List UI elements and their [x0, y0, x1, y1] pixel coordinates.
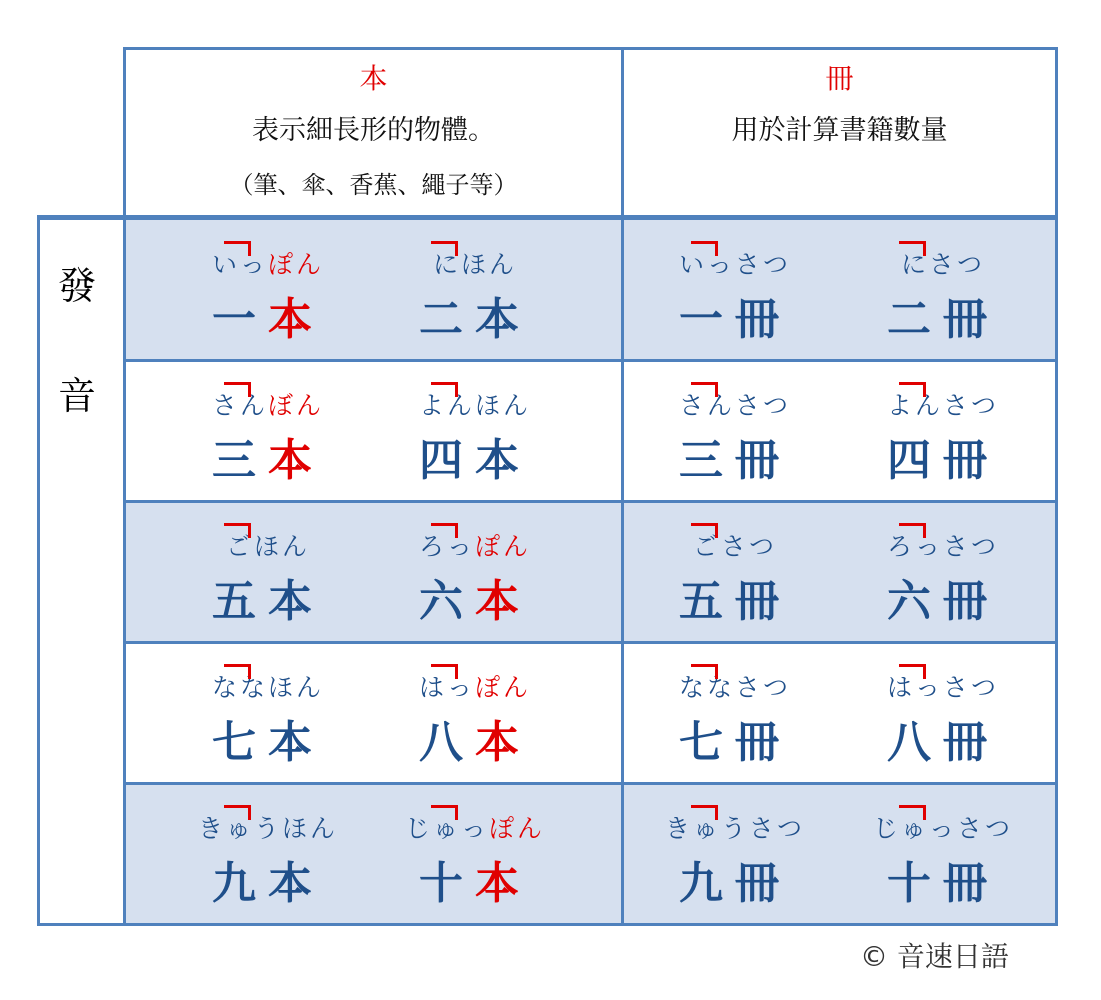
counter-item [168, 527, 368, 627]
kana-char: ゅ [225, 814, 254, 843]
reading-kana [635, 386, 835, 426]
kana-char: つ [971, 391, 1000, 420]
kana-char: は [418, 673, 447, 702]
kana-char: さ [735, 673, 764, 702]
kana-char: ん [296, 250, 325, 279]
pitch-accent-mark [431, 241, 458, 256]
kana-char: は [886, 673, 915, 702]
kanji-char: 八 [887, 717, 943, 768]
kanji-char: 一 [212, 294, 268, 345]
kanji-char: 三 [212, 435, 268, 486]
counter-item [843, 245, 1043, 345]
kanji-char: 四 [887, 435, 943, 486]
kana-char: っ [914, 673, 943, 702]
pitch-accent-mark [224, 805, 251, 820]
kana-char: き [197, 814, 226, 843]
grid-line [123, 641, 1058, 644]
kana-char: さ [943, 391, 972, 420]
pitch-accent-mark [899, 664, 926, 679]
kana-char: な [706, 673, 735, 702]
pitch-accent-mark [691, 523, 718, 538]
pitch-accent-mark [691, 664, 718, 679]
kanji-char: 七 [679, 717, 735, 768]
kana-char: ろ [886, 532, 915, 561]
kanji-char: 本 [268, 717, 324, 768]
kanji-char: 七 [212, 717, 268, 768]
pitch-accent-mark [899, 382, 926, 397]
kana-char: っ [928, 814, 957, 843]
pitch-accent-mark [691, 241, 718, 256]
counter-item [375, 527, 575, 627]
reading-kana [635, 527, 835, 567]
kana-char: い [678, 250, 707, 279]
kana-char: よ [886, 391, 915, 420]
kanji-char: 八 [419, 717, 475, 768]
kana-char: ほ [460, 250, 489, 279]
pitch-accent-mark [691, 382, 718, 397]
kanji-char: 本 [475, 576, 531, 627]
kana-char: ん [296, 391, 325, 420]
kanji-char: 四 [419, 435, 475, 486]
kana-char: つ [971, 532, 1000, 561]
kana-char: ほ [253, 532, 282, 561]
kanji-char: 九 [212, 858, 268, 909]
kanji-char: 本 [475, 858, 531, 909]
kanji-char: 冊 [943, 576, 999, 627]
counter-kanji [168, 847, 368, 911]
kana-char: ご [225, 532, 254, 561]
reading-kana [168, 245, 368, 285]
kanji-char: 冊 [735, 858, 791, 909]
kana-char: さ [735, 391, 764, 420]
kanji-char: 二 [887, 294, 943, 345]
kanji-char: 二 [419, 294, 475, 345]
kana-char: さ [678, 391, 707, 420]
counter-kanji [843, 706, 1043, 770]
kana-char: ん [706, 391, 735, 420]
kana-char: さ [211, 391, 240, 420]
kanji-char: 冊 [735, 576, 791, 627]
kana-char: ん [446, 391, 475, 420]
counter-kanji [635, 706, 835, 770]
reading-kana [168, 386, 368, 426]
counter-kanji [375, 283, 575, 347]
kana-char: つ [777, 814, 806, 843]
reading-kana [375, 245, 575, 285]
kana-char: よ [418, 391, 447, 420]
kana-char: に [900, 250, 929, 279]
header-satsu-desc: 用於計算書籍數量 [731, 115, 948, 146]
kana-char: ほ [475, 391, 504, 420]
kana-char: ん [282, 532, 311, 561]
kana-char: つ [763, 391, 792, 420]
kana-char: な [678, 673, 707, 702]
header-hon-note: （筆、傘、香蕉、繩子等） [229, 171, 518, 199]
kana-char: つ [763, 250, 792, 279]
header-hon-kanji: 本 [359, 62, 388, 95]
grid-line [37, 215, 1058, 220]
kana-char: ん [517, 814, 546, 843]
grid-line [37, 923, 1058, 926]
kana-char: さ [943, 673, 972, 702]
kana-char: ん [503, 532, 532, 561]
grid-line [37, 216, 40, 926]
kanji-char: 冊 [943, 858, 999, 909]
pitch-accent-mark [224, 382, 251, 397]
reading-kana [843, 386, 1043, 426]
reading-kana [168, 668, 368, 708]
kana-char: に [432, 250, 461, 279]
kanji-char: 一 [679, 294, 735, 345]
counter-item [168, 809, 368, 909]
kanji-char: 冊 [735, 717, 791, 768]
counter-kanji [635, 847, 835, 911]
kanji-char: 三 [679, 435, 735, 486]
kanji-char: 冊 [943, 294, 999, 345]
counter-item [635, 386, 835, 486]
counter-kanji [375, 424, 575, 488]
pitch-accent-mark [431, 382, 458, 397]
kana-char: つ [957, 250, 986, 279]
reading-kana [168, 527, 368, 567]
side-label-2: 音 [57, 374, 96, 418]
kana-char: っ [706, 250, 735, 279]
kana-char: ぽ [489, 814, 518, 843]
counter-kanji [843, 424, 1043, 488]
kanji-char: 九 [679, 858, 735, 909]
kana-char: ぼ [268, 391, 297, 420]
kanji-char: 六 [419, 576, 475, 627]
kanji-char: 十 [887, 858, 943, 909]
kana-char: じ [404, 814, 433, 843]
grid-line [123, 359, 1058, 362]
counter-item [843, 527, 1043, 627]
reading-kana [635, 809, 835, 849]
counter-item [843, 386, 1043, 486]
kana-char: う [720, 814, 749, 843]
kana-char: な [211, 673, 240, 702]
kana-char: っ [446, 532, 475, 561]
header-hon [126, 62, 621, 200]
kana-char: ん [503, 673, 532, 702]
kana-char: ろ [418, 532, 447, 561]
pitch-accent-mark [899, 523, 926, 538]
header-satsu [624, 62, 1055, 148]
kana-char: ん [296, 673, 325, 702]
kana-char: ぽ [268, 250, 297, 279]
reading-kana [635, 245, 835, 285]
kanji-char: 本 [475, 435, 531, 486]
kanji-char: 本 [268, 576, 324, 627]
reading-kana [635, 668, 835, 708]
counter-item [168, 245, 368, 345]
kana-char: っ [460, 814, 489, 843]
kana-char: ゅ [432, 814, 461, 843]
pitch-accent-mark [431, 664, 458, 679]
counter-kanji [168, 424, 368, 488]
kana-char: ゅ [900, 814, 929, 843]
kana-char: つ [971, 673, 1000, 702]
counter-item [168, 668, 368, 768]
kanji-char: 五 [212, 576, 268, 627]
counter-kanji [843, 565, 1043, 629]
counter-kanji [375, 565, 575, 629]
counter-kanji [375, 847, 575, 911]
side-label-1: 發 [57, 264, 96, 308]
pitch-accent-mark [431, 805, 458, 820]
kana-char: い [211, 250, 240, 279]
kanji-char: 十 [419, 858, 475, 909]
kana-char: ゅ [692, 814, 721, 843]
kana-char: う [253, 814, 282, 843]
kana-char: ん [310, 814, 339, 843]
reading-kana [375, 809, 575, 849]
reading-kana [375, 668, 575, 708]
kana-char: さ [749, 814, 778, 843]
kanji-char: 本 [475, 294, 531, 345]
counter-kanji [168, 706, 368, 770]
pitch-accent-mark [431, 523, 458, 538]
kana-char: な [239, 673, 268, 702]
counter-kanji [843, 847, 1043, 911]
reading-kana [375, 527, 575, 567]
kana-char: さ [943, 532, 972, 561]
pitch-accent-mark [224, 523, 251, 538]
pitch-accent-mark [899, 805, 926, 820]
kana-char: っ [914, 532, 943, 561]
kanji-char: 本 [268, 858, 324, 909]
kanji-char: 五 [679, 576, 735, 627]
counter-item [375, 245, 575, 345]
pitch-accent-mark [691, 805, 718, 820]
reading-kana [843, 527, 1043, 567]
counter-kanji [635, 283, 835, 347]
pitch-accent-mark [224, 664, 251, 679]
kana-char: さ [720, 532, 749, 561]
grid-line [1055, 48, 1058, 926]
grid-line [123, 47, 1058, 50]
counter-kanji [635, 565, 835, 629]
kana-char: つ [763, 673, 792, 702]
counter-item [843, 809, 1043, 909]
counter-item [375, 386, 575, 486]
counter-item [843, 668, 1043, 768]
counter-item [168, 386, 368, 486]
kana-char: ほ [282, 814, 311, 843]
kana-char: さ [735, 250, 764, 279]
pitch-accent-mark [899, 241, 926, 256]
kana-char: っ [239, 250, 268, 279]
kanji-char: 六 [887, 576, 943, 627]
kana-char: ご [692, 532, 721, 561]
kana-char: っ [446, 673, 475, 702]
kana-char: さ [928, 250, 957, 279]
counter-item [635, 245, 835, 345]
reading-kana [843, 809, 1043, 849]
kana-char: つ [749, 532, 778, 561]
kana-char: ん [914, 391, 943, 420]
counter-kanji [843, 283, 1043, 347]
kana-char: き [664, 814, 693, 843]
kana-char: ん [503, 391, 532, 420]
counter-item [635, 668, 835, 768]
grid-line [123, 500, 1058, 503]
reading-kana [168, 809, 368, 849]
counter-item [635, 809, 835, 909]
header-satsu-kanji: 冊 [825, 62, 854, 95]
kanji-char: 本 [475, 717, 531, 768]
kana-char: ん [489, 250, 518, 279]
kana-char: じ [872, 814, 901, 843]
reading-kana [843, 668, 1043, 708]
grid-line [123, 782, 1058, 785]
counter-kanji [375, 706, 575, 770]
kanji-char: 冊 [735, 435, 791, 486]
counter-item [375, 809, 575, 909]
copyright: © 音速日語 [860, 940, 1009, 973]
counter-kanji [635, 424, 835, 488]
kana-char: ん [239, 391, 268, 420]
header-hon-desc: 表示細長形的物體。 [252, 115, 495, 146]
kanji-char: 冊 [943, 435, 999, 486]
kanji-char: 本 [268, 435, 324, 486]
grid-line [621, 48, 624, 926]
kana-char: ほ [268, 673, 297, 702]
kana-char: つ [985, 814, 1014, 843]
pitch-accent-mark [224, 241, 251, 256]
reading-kana [843, 245, 1043, 285]
kana-char: さ [957, 814, 986, 843]
counter-item [375, 668, 575, 768]
reading-kana [375, 386, 575, 426]
counter-kanji [168, 565, 368, 629]
kana-char: ぽ [475, 532, 504, 561]
kanji-char: 冊 [735, 294, 791, 345]
kanji-char: 本 [268, 294, 324, 345]
counter-kanji [168, 283, 368, 347]
kana-char: ぽ [475, 673, 504, 702]
kanji-char: 冊 [943, 717, 999, 768]
counter-item [635, 527, 835, 627]
